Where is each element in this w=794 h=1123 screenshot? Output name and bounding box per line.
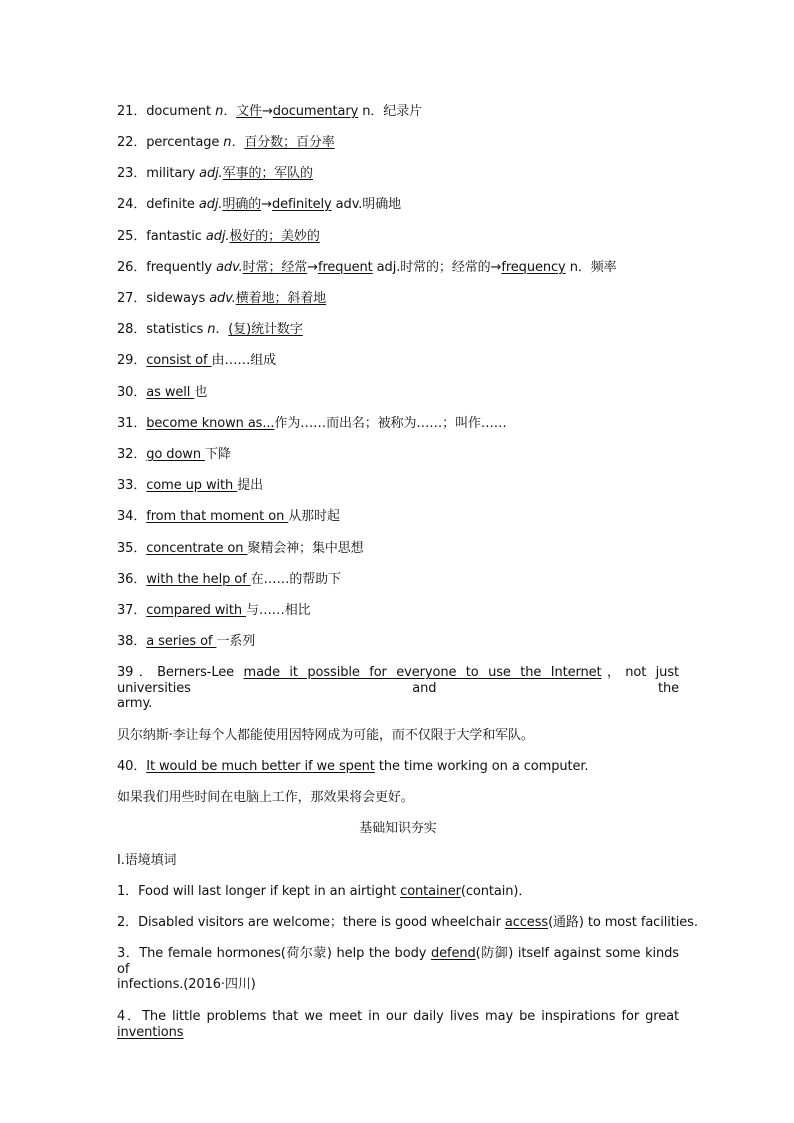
phrase-item-32 [117, 447, 679, 463]
vocab-derived: n．频率 [565, 260, 617, 275]
part-title: Ⅰ.语境填词 [117, 853, 177, 868]
answer-blank: container [400, 884, 461, 899]
vocab-word: statistics [146, 322, 204, 337]
item-number: 40． [117, 759, 147, 774]
item-number: 23． [117, 166, 147, 181]
answer-blank: 军事的；军队的 [222, 166, 313, 181]
sentence-translation-40: 如果我们用些时间在电脑上工作，那效果将会更好。 [117, 790, 414, 805]
answer-blank: defend [430, 946, 476, 961]
phrase-meaning: 由……组成 [211, 353, 277, 368]
vocab-item-22 [117, 135, 679, 151]
item-number: 2． [117, 915, 139, 930]
vocab-derived: adv.明确地 [331, 197, 402, 212]
exercise-text: Disabled visitors are welcome；there is good wheelchair [138, 915, 505, 930]
item-number: 31． [117, 416, 147, 431]
answer-blank: 百分数；百分率 [244, 135, 335, 150]
vocab-item-28 [117, 322, 679, 338]
answer-blank: 文件 [236, 104, 262, 119]
answer-blank: 明确的 [222, 197, 262, 212]
vocab-derived: n．纪录片 [358, 104, 423, 119]
phrase-item-38 [117, 634, 679, 650]
part-of-speech: adj. [199, 166, 223, 181]
vocab-word: fantastic [146, 229, 206, 244]
vocab-item-25 [117, 229, 679, 245]
answer-blank: frequent [317, 260, 373, 275]
item-number: 26． [117, 260, 147, 275]
vocab-derived: adj.时常的；经常的 [372, 260, 491, 275]
phrase-meaning: 提出 [237, 478, 263, 493]
phrase-meaning: 聚精会神；集中思想 [247, 541, 364, 556]
item-number: 30． [117, 385, 147, 400]
arrow: → [307, 260, 318, 275]
part-of-speech: n． [219, 135, 245, 150]
answer-blank: consist of [146, 353, 212, 368]
item-number: 34． [117, 509, 147, 524]
item-number: 3． [117, 946, 140, 961]
exercise-item-4 [117, 1009, 679, 1041]
answer-blank: documentary [272, 104, 359, 119]
sentence-text: Berners-Lee [157, 665, 244, 680]
answer-blank: frequency [501, 260, 566, 275]
exercise-text: Food will last longer if kept in an airtight [138, 884, 401, 899]
vocab-word: military [146, 166, 200, 181]
part-of-speech: n． [211, 104, 237, 119]
vocab-item-27 [117, 291, 679, 307]
vocab-item-26 [117, 260, 679, 276]
sentence-translation-39: 贝尔纳斯·李让每个人都能使用因特网成为可能，而不仅限于大学和军队。 [117, 728, 534, 743]
vocab-word: frequently [146, 260, 217, 275]
part-of-speech: adv. [216, 260, 243, 275]
part-of-speech: n． [203, 322, 229, 337]
answer-blank: become known as... [146, 416, 275, 431]
phrase-meaning: 在……的帮助下 [250, 572, 341, 587]
item-number: 28． [117, 322, 147, 337]
part-of-speech: adv. [209, 291, 236, 306]
phrase-item-30 [117, 385, 679, 401]
vocab-word: document [146, 104, 212, 119]
item-number: 36． [117, 572, 147, 587]
answer-blank: come up with [146, 478, 238, 493]
answer-blank: from that moment on [146, 509, 289, 524]
answer-blank: 横着地；斜着地 [235, 291, 327, 306]
phrase-meaning: 下降 [205, 447, 231, 462]
answer-blank: with the help of [146, 572, 251, 587]
exercise-text: The little problems that we meet in our daily lives may be inspirations for great [142, 1009, 679, 1024]
sentence-item-39 [117, 665, 679, 697]
answer-blank: as well [146, 385, 195, 400]
item-number: 22． [117, 135, 147, 150]
vocab-word: definite [146, 197, 199, 212]
sentence-item-40 [117, 759, 679, 775]
phrase-item-35 [117, 541, 679, 557]
item-number: 4． [117, 1009, 143, 1024]
vocab-item-24 [117, 197, 679, 213]
exercise-item-1 [117, 884, 679, 900]
phrase-item-36 [117, 572, 679, 588]
item-number: 32． [117, 447, 147, 462]
sentence-text: ，not just universities and the [117, 665, 679, 696]
vocab-item-21 [117, 104, 679, 120]
answer-blank: 时常；经常 [242, 260, 308, 275]
answer-blank: definitely [271, 197, 332, 212]
sentence-item-39-cont: army. [117, 696, 153, 711]
exercise-text: (contain)． [460, 884, 532, 899]
item-number: 29． [117, 353, 147, 368]
arrow: → [490, 260, 502, 275]
phrase-meaning: 也 [194, 385, 208, 400]
answer-blank: compared with [146, 603, 246, 618]
arrow: → [261, 197, 272, 212]
phrase-meaning: 一系列 [216, 634, 256, 649]
answer-blank: a series of [146, 634, 217, 649]
item-number: 38． [117, 634, 147, 649]
answer-blank: concentrate on [146, 541, 248, 556]
item-number: 21． [117, 104, 147, 119]
answer-blank: (复)统计数字 [228, 322, 303, 337]
phrase-meaning: 与……相比 [246, 603, 311, 618]
item-number: 27． [117, 291, 147, 306]
item-number: 1． [117, 884, 139, 899]
item-number: 24． [117, 197, 147, 212]
exercise-item-3 [117, 946, 679, 978]
phrase-item-31 [117, 416, 679, 432]
sentence-text: the time working on a computer. [374, 759, 589, 774]
vocab-word: sideways [146, 291, 210, 306]
exercise-text: (防御) itself against some kinds of [117, 946, 679, 977]
phrase-meaning: 作为……而出名；被称为……；叫作…… [274, 416, 507, 431]
answer-blank: 极好的；美妙的 [229, 229, 320, 244]
part-of-speech: adj. [198, 197, 223, 212]
item-number: 35． [117, 541, 147, 556]
phrase-item-37 [117, 603, 679, 619]
part-of-speech: adj. [205, 229, 230, 244]
phrase-item-29 [117, 353, 679, 369]
exercise-item-3-cont: infections.(2016·四川) [117, 977, 256, 992]
answer-blank: go down [146, 447, 205, 462]
section-title: 基础知识夯实 [359, 821, 437, 836]
arrow: → [261, 104, 273, 119]
answer-blank: access [504, 915, 549, 930]
answer-blank: inventions [117, 1025, 184, 1040]
vocab-word: percentage [146, 135, 220, 150]
item-number: 25． [117, 229, 147, 244]
answer-blank: made it possible for everyone to use the Internet [243, 665, 602, 680]
exercise-item-2 [117, 915, 698, 931]
phrase-item-34 [117, 509, 679, 525]
vocab-item-23 [117, 166, 679, 182]
item-number: 37． [117, 603, 147, 618]
item-number: 33． [117, 478, 147, 493]
exercise-text: The female hormones(荷尔蒙) help the body [139, 946, 431, 961]
answer-blank: It would be much better if we spent [146, 759, 375, 774]
phrase-meaning: 从那时起 [288, 509, 340, 524]
exercise-text: (通路) to most facilities. [548, 915, 698, 930]
phrase-item-33 [117, 478, 679, 494]
item-number: 39． [117, 665, 158, 680]
